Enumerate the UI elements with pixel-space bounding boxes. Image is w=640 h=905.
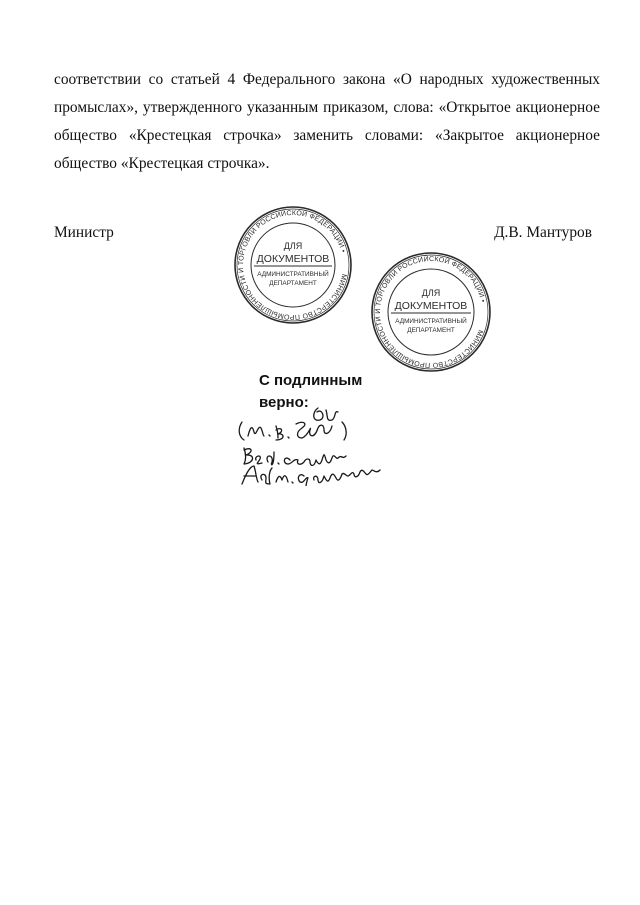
handwritten-text <box>426 404 427 405</box>
handwritten-signature <box>236 404 426 491</box>
stamp-icon <box>369 250 493 374</box>
stamp-icon <box>232 204 354 326</box>
stamp-line-2: ДОКУМЕНТОВ <box>394 300 468 312</box>
paragraph-line: общество «Крестецкая строчка». <box>54 155 270 172</box>
paragraph-line: промыслах», утвержденного указанным приказом, слова: «Открытое акционерное <box>54 99 600 116</box>
stamp-ring-text: МИНИСТЕРСТВО ПРОМЫШЛЕННОСТИ И ТОРГОВЛИ РОССИЙСКОЙ ФЕДЕРАЦИИ • <box>374 255 487 369</box>
minister-title: Министр <box>54 224 114 241</box>
paragraph-line: соответствии со статьей 4 Федерального закона «О народных художественных <box>54 71 600 88</box>
minister-name: Д.В. Мантуров <box>494 224 592 241</box>
stamp-line-3: АДМИНИСТРАТИВНЫЙ <box>257 271 329 278</box>
stamp-line-1: ДЛЯ <box>283 241 303 251</box>
certification-line-2: верно: <box>259 394 309 411</box>
official-stamp-2 <box>369 250 493 374</box>
official-stamp-1 <box>232 204 354 326</box>
stamp-ring-text: МИНИСТЕРСТВО ПРОМЫШЛЕННОСТИ И ТОРГОВЛИ РОССИЙСКОЙ ФЕДЕРАЦИИ • <box>237 209 348 321</box>
stamp-line-3: АДМИНИСТРАТИВНЫЙ <box>395 318 467 325</box>
certification-line-1: С подлинным <box>259 372 363 389</box>
stamp-line-2: ДОКУМЕНТОВ <box>256 253 330 265</box>
signature-icon <box>236 404 426 486</box>
body-paragraph <box>54 66 600 178</box>
paragraph-line: общество «Крестецкая строчка» заменить словами: «Закрытое акционерное <box>54 127 600 144</box>
stamp-line-4: ДЕПАРТАМЕНТ <box>269 280 317 287</box>
stamp-line-1: ДЛЯ <box>421 288 441 298</box>
stamp-line-4: ДЕПАРТАМЕНТ <box>407 327 455 334</box>
